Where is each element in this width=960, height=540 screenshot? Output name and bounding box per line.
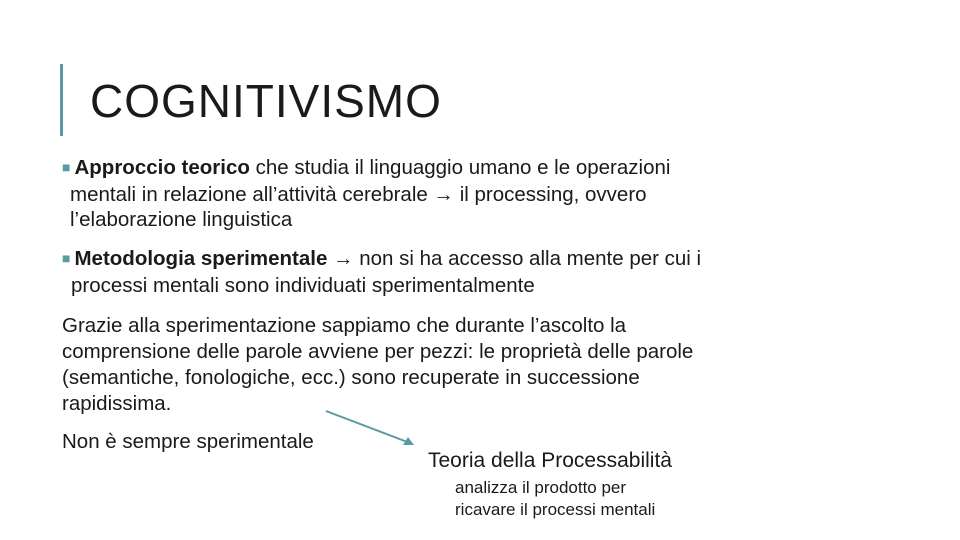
theory-desc-line: ricavare il processi mentali [455, 500, 656, 519]
bullet-line [62, 207, 670, 232]
bullet-line [62, 155, 670, 182]
right-arrow-icon: → [333, 247, 354, 270]
right-arrow-icon: → [433, 183, 454, 206]
paragraph-line: rapidissima. [62, 392, 172, 415]
bullet-text: il processing, ovvero [454, 183, 647, 206]
square-bullet-icon: ■ [62, 159, 71, 175]
connector-arrow-icon [320, 405, 420, 450]
bullet-line [62, 246, 701, 273]
bullet-approccio [62, 155, 670, 232]
bullet-text: mentali in relazione all’attività cerebrale [70, 183, 434, 206]
bullet-line [62, 182, 670, 207]
title-accent-bar [60, 64, 63, 136]
bullet-text: che studia il linguaggio umano e le operazioni [249, 156, 671, 179]
bullet-bold-term: Metodologia sperimentale [74, 247, 328, 270]
body-paragraph [62, 313, 693, 417]
bullet-text: processi mentali sono individuati sperimentalmente [71, 274, 535, 297]
square-bullet-icon: ■ [62, 250, 71, 266]
bullet-text: l’elaborazione linguistica [70, 208, 293, 231]
bullet-text: non si ha accesso alla mente per cui i [353, 247, 702, 270]
theory-desc-line: analizza il prodotto per [455, 478, 627, 497]
non-sempre-text: Non è sempre sperimentale [62, 430, 314, 453]
paragraph-line: (semantiche, fonologiche, ecc.) sono recuperate in successione [62, 366, 640, 389]
theory-title: Teoria della Processabilità [428, 449, 672, 472]
paragraph-line: Grazie alla sperimentazione sappiamo che durante l’ascolto la [62, 314, 627, 337]
bullet-bold-term: Approccio teorico [74, 156, 250, 179]
bullet-line [62, 273, 701, 298]
bullet-metodologia [62, 246, 701, 298]
theory-description [455, 477, 655, 521]
slide-title: COGNITIVISMO [90, 75, 442, 127]
paragraph-line: comprensione delle parole avviene per pezzi: le proprietà delle parole [62, 340, 694, 363]
